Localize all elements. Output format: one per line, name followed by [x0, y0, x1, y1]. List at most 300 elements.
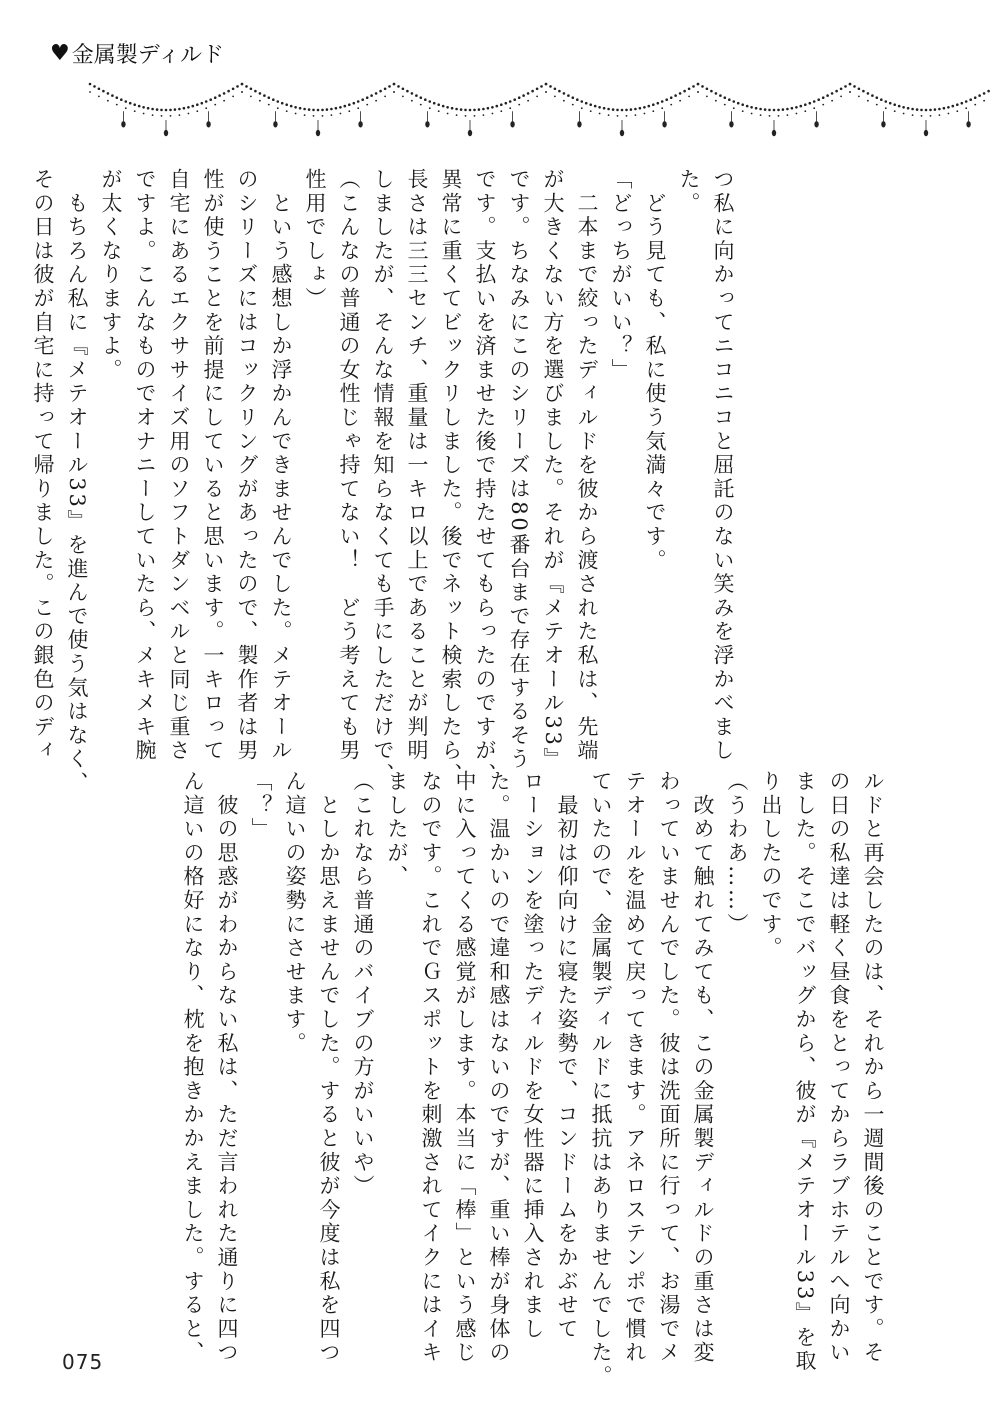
garland-dot: [223, 92, 226, 95]
garland-dot: [948, 113, 950, 115]
garland-dot: [867, 100, 869, 102]
garland-dot: [563, 92, 566, 95]
garland-dot: [491, 106, 494, 109]
garland-dot: [285, 103, 288, 106]
garland-dot: [590, 110, 592, 112]
garland-dot: [889, 102, 892, 105]
garland-dot: [907, 107, 910, 110]
garland-dot: [885, 100, 888, 103]
garland-dot: [415, 94, 418, 97]
garland-dot: [250, 88, 253, 91]
garland-dot: [178, 108, 181, 111]
garland-dot: [572, 96, 575, 99]
garland-dot: [89, 83, 92, 86]
garland-dot: [174, 108, 177, 111]
text-column: が太くなりますよ。: [99, 168, 123, 383]
garland-dot: [688, 96, 690, 98]
garland-dot: [796, 113, 798, 115]
garland-dot: [822, 96, 825, 99]
garland-dot: [411, 100, 413, 102]
garland-dot: [644, 113, 646, 115]
garland-dot: [429, 107, 431, 109]
garland-dot: [853, 85, 856, 88]
garland-dot: [348, 110, 350, 112]
garland-dot: [196, 103, 199, 106]
garland-dot: [205, 107, 207, 109]
garland-dot: [760, 114, 762, 116]
text-column: ルドと再会したのは、それから一週間後のことです。そ: [861, 770, 885, 1365]
garland-dot: [406, 90, 409, 93]
garland-dot: [844, 85, 847, 88]
garland-dot: [214, 96, 217, 99]
garland-dot: [509, 100, 512, 103]
garland-dot: [782, 108, 785, 111]
garland-dot: [706, 88, 709, 91]
garland-dot: [527, 92, 530, 95]
garland-dot: [701, 85, 704, 88]
text-column: （こんなの普通の女性じゃ持てない！ どう考えても男: [337, 168, 361, 763]
garland-dot: [585, 102, 588, 105]
garland-dots: [89, 83, 990, 137]
text-column: ローションを塗ったディルドを女性器に挿入されまし: [521, 770, 545, 1342]
garland-dot: [93, 85, 96, 88]
garland-dot: [692, 85, 695, 88]
garland-dot: [728, 98, 731, 101]
garland-dot: [187, 106, 190, 109]
garland-dot: [111, 94, 114, 97]
garland-dot: [433, 102, 436, 105]
garland-dot: [125, 107, 127, 109]
garland-dot: [465, 115, 467, 117]
garland-dot: [787, 114, 789, 116]
garland-dot: [674, 94, 677, 97]
garland-dot: [921, 115, 923, 117]
garland-bead: [772, 130, 776, 136]
garland-dot: [983, 100, 985, 102]
garland-dot: [357, 100, 360, 103]
garland-dot: [894, 110, 896, 112]
garland-dot: [912, 114, 914, 116]
garland-dot: [826, 94, 829, 97]
garland-dot: [661, 100, 664, 103]
garland-dot: [710, 90, 713, 93]
garland-dot: [969, 98, 972, 101]
garland-dot: [196, 110, 198, 112]
garland-dot: [321, 109, 324, 112]
garland-bead: [620, 130, 624, 136]
garland-dot: [411, 92, 414, 95]
garland-dot: [245, 85, 248, 88]
garland-dot: [563, 100, 565, 102]
garland-dot: [500, 110, 502, 112]
garland-bead: [468, 130, 472, 136]
garland-dot: [170, 115, 172, 117]
garland-bead: [121, 121, 125, 127]
garland-dot: [527, 100, 529, 102]
garland-dot: [133, 103, 136, 106]
garland-dot: [272, 98, 275, 101]
garland-dot: [661, 107, 663, 109]
garland-dot: [965, 100, 968, 103]
text-column: もちろん私に『メテオール33』を進んで使う気はなく、: [65, 168, 89, 796]
garland-dot: [630, 108, 633, 111]
garland-dot: [522, 94, 525, 97]
garland-dot: [893, 103, 896, 106]
text-column: テオールを温めて戻ってきます。アネロステンポで慣れ: [623, 770, 647, 1365]
garland-dot: [366, 104, 368, 106]
garland-dot: [142, 106, 145, 109]
garland-dot: [635, 114, 637, 116]
garland-dot: [903, 113, 905, 115]
garland-dot: [268, 104, 270, 106]
garland-dot: [777, 109, 780, 112]
garland-dot: [679, 92, 682, 95]
garland-dot: [397, 85, 400, 88]
garland-dot: [304, 114, 306, 116]
garland-bead: [273, 121, 277, 127]
garland-dot: [227, 90, 230, 93]
lower-text-block: [95, 770, 890, 1389]
garland-dot: [603, 107, 606, 110]
garland-dot: [737, 102, 740, 105]
garland-dot: [393, 83, 396, 86]
garland-dot: [366, 96, 369, 99]
garland-dot: [849, 91, 851, 93]
garland-dot: [438, 110, 440, 112]
garland-dot: [232, 96, 234, 98]
heart-icon: ♥: [50, 41, 70, 66]
text-column: 性が使うことを前提にしていると思います。一キロって: [201, 168, 225, 763]
garland-dot: [402, 96, 404, 98]
garland-dot: [598, 106, 601, 109]
garland-dot: [496, 105, 499, 108]
garland-dot: [652, 110, 654, 112]
garland-dot: [572, 104, 574, 106]
garland-dot: [268, 96, 271, 99]
garland-dot: [294, 106, 297, 109]
garland-dot: [956, 103, 959, 106]
garland-dot: [317, 109, 320, 112]
garland-dot: [308, 108, 311, 111]
garland-dot: [456, 114, 458, 116]
garland-dot: [719, 94, 722, 97]
garland-dot: [420, 96, 423, 99]
garland-dot: [429, 100, 432, 103]
garland-dot: [849, 83, 852, 86]
text-column: （これなら普通のバイブの方がいいや）: [351, 770, 375, 1199]
text-column: り出したのです。: [759, 770, 783, 961]
garland-bead: [924, 130, 928, 136]
garland-dot: [665, 98, 668, 101]
garland-dot: [183, 107, 186, 110]
upper-text-block: [31, 168, 740, 796]
garland-dot: [778, 115, 780, 117]
text-column: が大きくない方を選びました。それが『メテオール33』: [541, 168, 565, 772]
garland-dot: [505, 102, 508, 105]
garland-dot: [143, 113, 145, 115]
garland-dot: [326, 108, 329, 111]
garland-dot: [751, 113, 753, 115]
garland-dot: [773, 109, 776, 112]
garland-dot: [554, 96, 556, 98]
garland-dot: [688, 88, 691, 91]
garland-dot: [607, 108, 610, 111]
garland-dot: [938, 108, 941, 111]
text-column: しましたが、そんな情報を知らなくても手にしただけで、: [371, 168, 395, 787]
garland-dot: [599, 113, 601, 115]
garland-dot: [518, 104, 520, 106]
garland-dot: [800, 105, 803, 108]
garland-bead: [966, 121, 970, 127]
garland-dot: [639, 107, 642, 110]
garland-dot: [232, 88, 235, 91]
garland-dot: [764, 108, 767, 111]
garland-dot: [983, 92, 986, 95]
garland-dot: [277, 107, 279, 109]
garland-dot: [218, 94, 221, 97]
garland-dot: [129, 102, 132, 105]
garland-dot: [885, 107, 887, 109]
garland-dot: [451, 107, 454, 110]
garland-dot: [402, 88, 405, 91]
garland-dot: [375, 92, 378, 95]
garland-dot: [138, 105, 141, 108]
garland-dot: [581, 107, 583, 109]
garland-dot: [303, 108, 306, 111]
chapter-header: [50, 38, 224, 69]
garland-dot: [151, 108, 154, 111]
garland-dot: [795, 106, 798, 109]
garland-dot: [804, 110, 806, 112]
garland-dot: [437, 103, 440, 106]
garland-dot: [482, 108, 485, 111]
garland-dot: [241, 91, 243, 93]
text-column: という感想しか浮かんできませんでした。メテオール: [269, 168, 293, 763]
text-column: ましたが、: [385, 770, 409, 889]
garland-dot: [657, 102, 660, 105]
garland-dot: [956, 110, 958, 112]
garland-dot: [715, 92, 718, 95]
garland-dot: [817, 98, 820, 101]
garland-dot: [259, 92, 262, 95]
garland-dot: [299, 107, 302, 110]
garland-dot: [741, 103, 744, 106]
text-column: ですよ。こんなものでオナニーしていたら、メキメキ腕: [133, 168, 157, 763]
garland-dot: [388, 85, 391, 88]
garland-dot: [920, 109, 923, 112]
garland-dot: [871, 94, 874, 97]
garland-dot: [791, 107, 794, 110]
text-column: どう見ても、私に使う気満々です。: [643, 168, 667, 573]
text-column: ました。そこでバッグから、彼が『メテオール33』を取: [793, 770, 817, 1374]
garland-dot: [965, 107, 967, 109]
garland-dot: [835, 90, 838, 93]
text-column: のシリーズにはコックリングがあったので、製作者は男: [235, 168, 259, 763]
garland-dot: [188, 113, 190, 115]
garland-dot: [263, 94, 266, 97]
garland-bead: [729, 121, 733, 127]
garland-dot: [554, 88, 557, 91]
garland-dot: [147, 107, 150, 110]
garland-dot: [536, 96, 538, 98]
garland-dot: [697, 91, 699, 93]
garland-dot: [813, 100, 816, 103]
text-column: としか思えませんでした。すると彼が今度は私を四つ: [317, 770, 341, 1365]
text-column: 自宅にあるエクササイズ用のソフトダンベルと同じ重さ: [167, 168, 191, 763]
garland-dot: [125, 100, 128, 103]
garland-dot: [420, 104, 422, 106]
garland-dot: [116, 96, 119, 99]
garland-bead: [316, 130, 320, 136]
text-column: 長さは三三センチ、重量は一キロ以上であることが判明: [405, 168, 429, 763]
garland-dot: [617, 115, 619, 117]
text-column: ん這いの姿勢にさせます。: [283, 770, 307, 1056]
garland-dot: [281, 102, 284, 105]
garland-dot: [724, 104, 726, 106]
garland-dot: [313, 115, 315, 117]
garland-dot: [831, 100, 833, 102]
garland-dot: [209, 98, 212, 101]
garland-dot: [312, 109, 315, 112]
garland-dot: [625, 109, 628, 112]
garland-dot: [621, 109, 624, 112]
garland-dot: [254, 90, 257, 93]
garland-dot: [424, 98, 427, 101]
garland-dot: [648, 105, 651, 108]
text-column: の日の私達は軽く昼食をとってからラブホテルへ向かい: [827, 770, 851, 1365]
text-column: 異常に重くてビックリしました。後でネット検索したら、: [439, 168, 463, 787]
garland-dot: [608, 114, 610, 116]
garland-dot: [925, 109, 928, 112]
garland-dot: [89, 91, 91, 93]
garland-dot: [236, 85, 239, 88]
garland-dot: [223, 100, 225, 102]
garland-dot: [643, 106, 646, 109]
garland-dot: [867, 92, 870, 95]
text-column: 性用でしょ）: [303, 168, 327, 311]
garland-bead: [577, 121, 581, 127]
garland-dot: [755, 107, 758, 110]
garland-ornament: [80, 70, 990, 140]
garland-dot: [536, 88, 539, 91]
garland-dot: [357, 107, 359, 109]
garland-dot: [626, 115, 628, 117]
garland-dot: [759, 108, 762, 111]
garland-dot: [612, 108, 615, 111]
garland-dot: [558, 90, 561, 93]
garland-dot: [733, 100, 736, 103]
garland-dot: [822, 104, 824, 106]
garland-bead: [164, 130, 168, 136]
garland-dot: [447, 113, 449, 115]
page-number: 075: [62, 1350, 104, 1374]
garland-dot: [250, 96, 252, 98]
garland-dot: [594, 105, 597, 108]
garland-dot: [107, 92, 110, 95]
garland-dot: [911, 108, 914, 111]
garland-dot: [370, 94, 373, 97]
garland-dot: [916, 108, 919, 111]
garland-dot: [840, 96, 842, 98]
garland-dot: [987, 90, 990, 93]
garland-dot: [733, 107, 735, 109]
garland-dot: [947, 106, 950, 109]
garland-dot: [384, 96, 386, 98]
garland-bead: [206, 121, 210, 127]
garland-dot: [880, 98, 883, 101]
garland-dot: [616, 109, 619, 112]
garland-dot: [384, 88, 387, 91]
garland-bead: [358, 121, 362, 127]
garland-dot: [98, 88, 101, 91]
text-column: その日は彼が自宅に持って帰りました。この銀色のディ: [31, 168, 55, 763]
garland-dot: [179, 114, 181, 116]
garland-dot: [545, 83, 548, 86]
garland-bead: [814, 121, 818, 127]
text-column: た。: [677, 168, 701, 216]
garland-dot: [379, 90, 382, 93]
garland-dot: [330, 108, 333, 111]
garland-dot: [858, 88, 861, 91]
garland-dot: [978, 94, 981, 97]
garland-dot: [295, 113, 297, 115]
garland-dot: [952, 105, 955, 108]
garland-dot: [160, 109, 163, 112]
garland-dot: [545, 91, 547, 93]
garland-bead: [510, 121, 514, 127]
garland-dot: [634, 108, 637, 111]
garland-dot: [589, 103, 592, 106]
garland-dot: [724, 96, 727, 99]
text-column: 改めて触れてみても、この金属製ディルドの重さは変: [691, 770, 715, 1365]
garland-dot: [483, 114, 485, 116]
garland-dot: [929, 109, 932, 112]
garland-dot: [862, 90, 865, 93]
garland-dot: [518, 96, 521, 99]
garland-dot: [831, 92, 834, 95]
garland-dot: [259, 100, 261, 102]
garland-dot: [165, 109, 168, 112]
garland-dot: [746, 105, 749, 108]
garland-dot: [116, 104, 118, 106]
text-column: 最初は仰向けに寝た姿勢で、コンドームをかぶせて: [555, 770, 579, 1342]
garland-dot: [492, 113, 494, 115]
garland-dot: [442, 105, 445, 108]
garland-dot: [715, 100, 717, 102]
garland-dot: [205, 100, 208, 103]
garland-dot: [277, 100, 280, 103]
garland-dot: [974, 96, 977, 99]
text-column: 彼の思惑がわからない私は、ただ言われた通りに四つ: [215, 770, 239, 1365]
garland-dot: [876, 104, 878, 106]
garland-dot: [679, 100, 681, 102]
garland-dot: [152, 114, 154, 116]
garland-dot: [813, 107, 815, 109]
garland-dot: [531, 90, 534, 93]
garland-dot: [840, 88, 843, 91]
garland-dot: [192, 105, 195, 108]
garland-dot: [943, 107, 946, 110]
garland-dot: [670, 96, 673, 99]
garland-dot: [348, 103, 351, 106]
garland-dot: [934, 108, 937, 111]
garland-dot: [549, 85, 552, 88]
garland-dot: [930, 115, 932, 117]
garland-dot: [134, 110, 136, 112]
text-column: 中に入ってくる感覚がします。本当に「棒」という感じ: [453, 770, 477, 1365]
garland-dot: [473, 109, 476, 112]
garland-dot: [340, 113, 342, 115]
